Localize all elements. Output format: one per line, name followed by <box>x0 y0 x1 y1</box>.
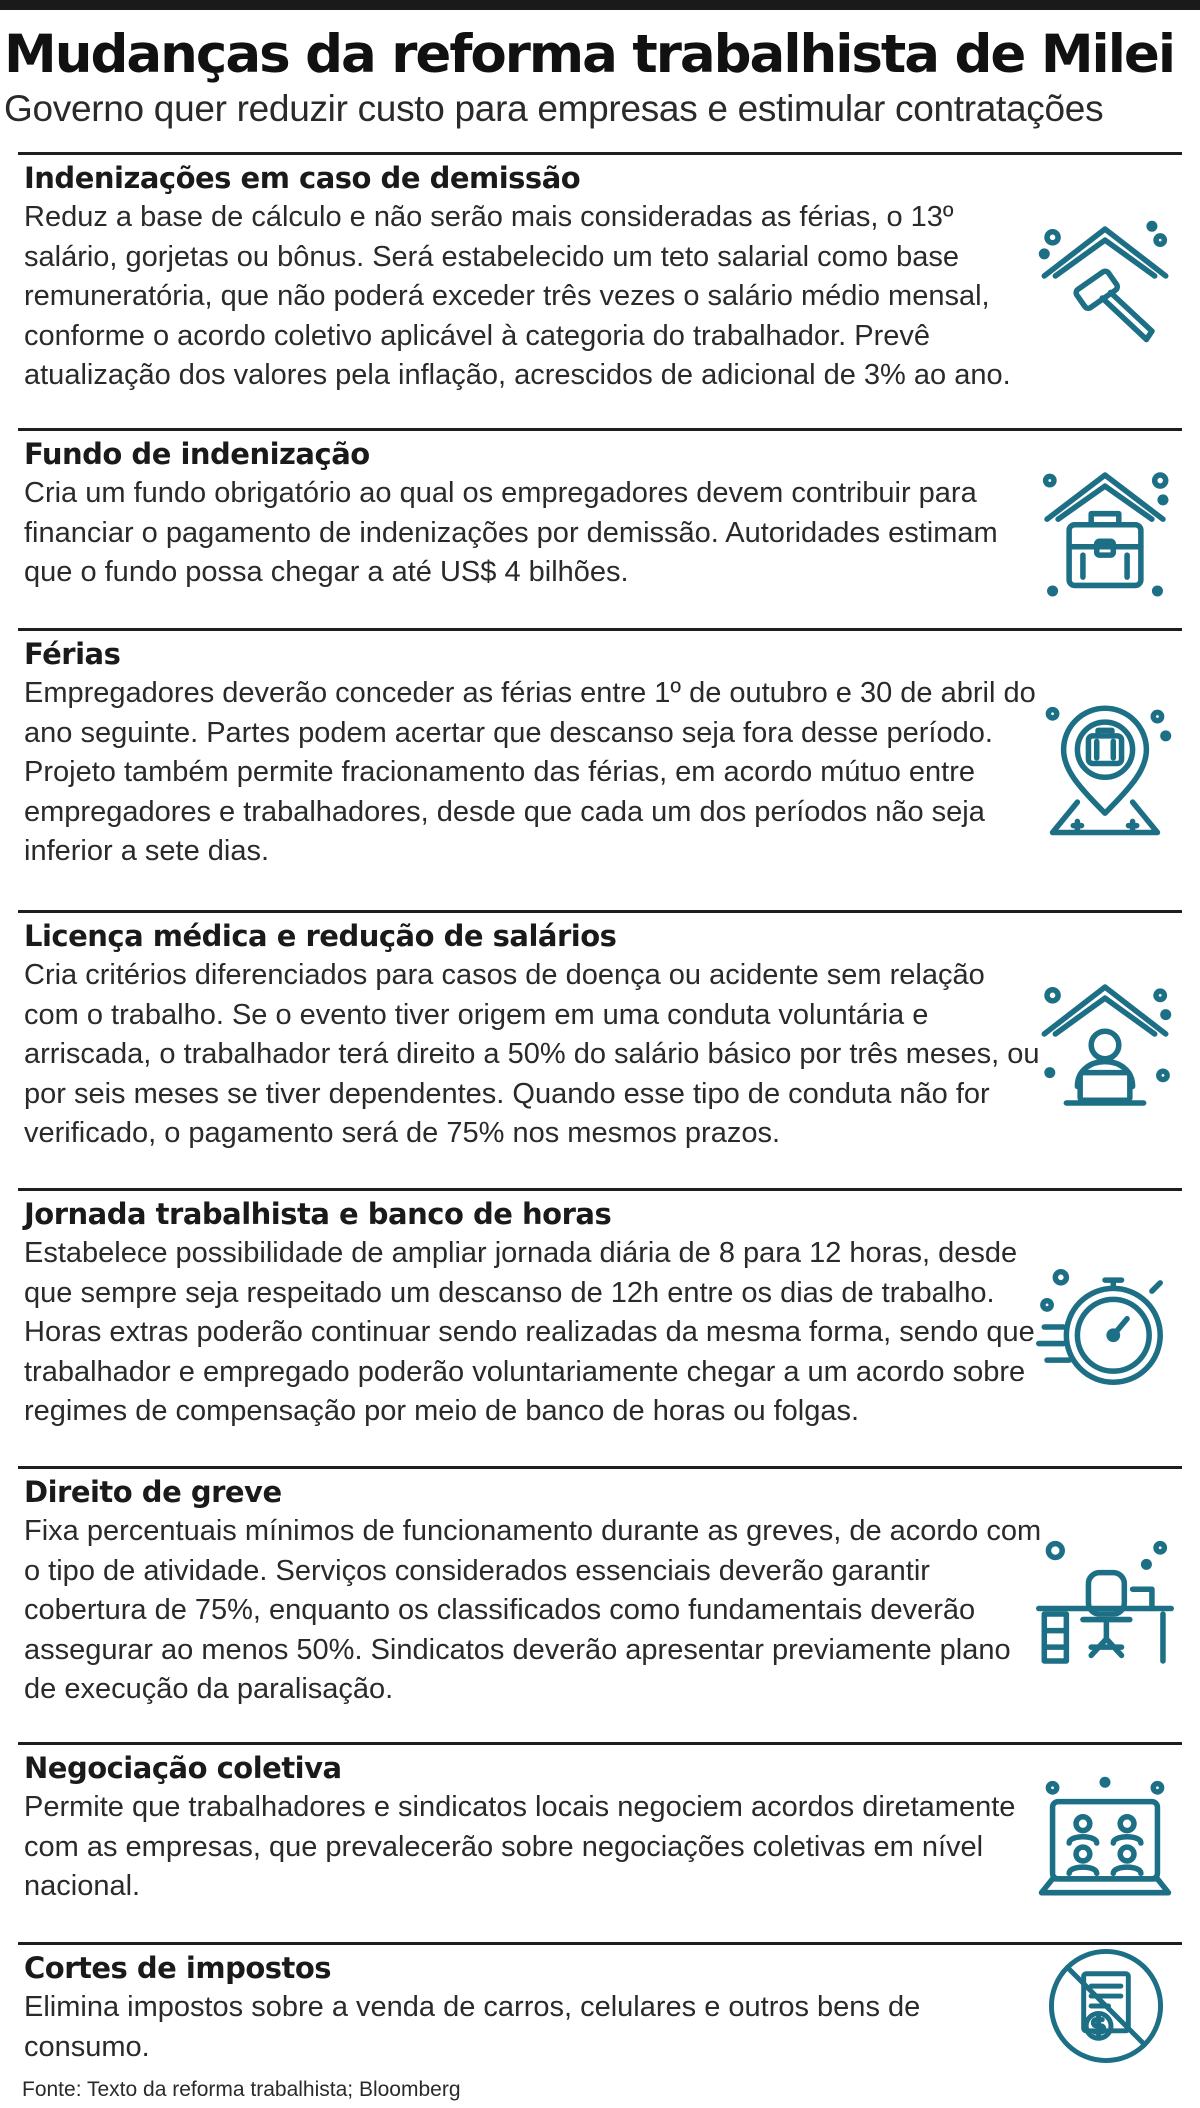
section-divider <box>18 910 1182 913</box>
section-divider <box>18 428 1182 431</box>
section-body: Empregadores deverão conceder as férias entre 1º de outubro e 30 de abril do ano seguinte. Partes podem acertar que descanso seja fora desse período. Projeto também permite fracionamento das férias, em acordo mútuo entre empregadores e trabalhadores, desde que cada um dos períodos não seja inferior a sete dias. <box>24 677 1036 867</box>
source-note: Fonte: Texto da reforma trabalhista; Bloomberg <box>22 2078 461 2101</box>
section-divider <box>18 628 1182 631</box>
section-divider <box>18 1942 1182 1945</box>
page-title: Mudanças da reforma trabalhista de Milei <box>4 24 1175 85</box>
section-heading: Direito de greve <box>24 1475 282 1509</box>
house-hammer-icon <box>1036 218 1174 356</box>
section-heading: Jornada trabalhista e banco de horas <box>24 1197 612 1231</box>
section-indenizacoes <box>18 152 1182 428</box>
section-heading: Negociação coletiva <box>24 1751 342 1785</box>
no-tax-receipt-icon <box>1044 1944 1168 2068</box>
section-heading: Férias <box>24 637 121 671</box>
section-divider <box>18 1466 1182 1469</box>
section-divider <box>18 152 1182 155</box>
section-divider <box>18 1742 1182 1745</box>
section-body: Cria critérios diferenciados para casos de doença ou acidente sem relação com o trabalho. Se o evento tiver origem em uma conduta voluntária e arriscada, o trabalhador terá direito a 50% do salário básico por três meses, ou por seis meses se tiver dependentes. Quando esse tipo de conduta não for verificado, o pagamento será de 75% nos mesmos prazos. <box>24 959 1040 1149</box>
location-pin-luggage-icon <box>1036 700 1174 838</box>
top-rule <box>0 0 1200 10</box>
house-person-laptop-icon <box>1036 976 1174 1114</box>
section-negociacao <box>18 1742 1182 1942</box>
section-body: Reduz a base de cálculo e não serão mais consideradas as férias, o 13º salário, gorjetas ou bônus. Será estabelecido um teto salarial como base remuneratória, que não poderá exceder três vezes o salário médio mensal, conforme o acordo coletivo aplicável à categoria do trabalhador. Prevê atualização dos valores pela inflação, acrescidos de adicional de 3% ao ano. <box>24 201 1011 391</box>
section-licenca <box>18 910 1182 1188</box>
section-body: Fixa percentuais mínimos de funcionamento durante as greves, de acordo com o tipo de atividade. Serviços considerados essenciais deverão garantir cobertura de 75%, enquanto os classificados como fundamentais deverão assegurar ao menos 50%. Sindicatos deverão apresentar previamente plano de execução da paralisação. <box>24 1515 1042 1705</box>
section-divider <box>18 1188 1182 1191</box>
section-jornada <box>18 1188 1182 1466</box>
empty-desk-chair-icon <box>1036 1534 1174 1672</box>
video-meeting-laptop-icon <box>1036 1774 1174 1912</box>
section-body: Permite que trabalhadores e sindicatos locais negociem acordos diretamente com as empresas, que prevalecerão sobre negociações coletivas em nível nacional. <box>24 1791 1016 1902</box>
section-fundo <box>18 428 1182 628</box>
section-heading: Cortes de impostos <box>24 1951 332 1985</box>
section-heading: Fundo de indenização <box>24 437 370 471</box>
section-body: Elimina impostos sobre a venda de carros, celulares e outros bens de consumo. <box>24 1991 921 2063</box>
section-greve <box>18 1466 1182 1742</box>
section-heading: Licença médica e redução de salários <box>24 919 617 953</box>
section-body: Cria um fundo obrigatório ao qual os empregadores devem contribuir para financiar o pagamento de indenizações por demissão. Autoridades estimam que o fundo possa chegar a até US$ 4 bilhões. <box>24 477 998 588</box>
section-body: Estabelece possibilidade de ampliar jornada diária de 8 para 12 horas, desde que sempre seja respeitado um descanso de 12h entre os dias de trabalho. Horas extras poderão continuar sendo realizadas da mesma forma, sendo que trabalhador e empregado poderão voluntariamente chegar a um acordo sobre regimes de compensação por meio de banco de horas ou folgas. <box>24 1237 1035 1427</box>
stopwatch-icon <box>1036 1258 1174 1396</box>
page-subtitle: Governo quer reduzir custo para empresas e estimular contratações <box>4 88 1104 129</box>
section-ferias <box>18 628 1182 910</box>
section-impostos <box>18 1942 1182 2072</box>
house-briefcase-icon <box>1036 464 1174 602</box>
section-heading: Indenizações em caso de demissão <box>24 161 581 195</box>
